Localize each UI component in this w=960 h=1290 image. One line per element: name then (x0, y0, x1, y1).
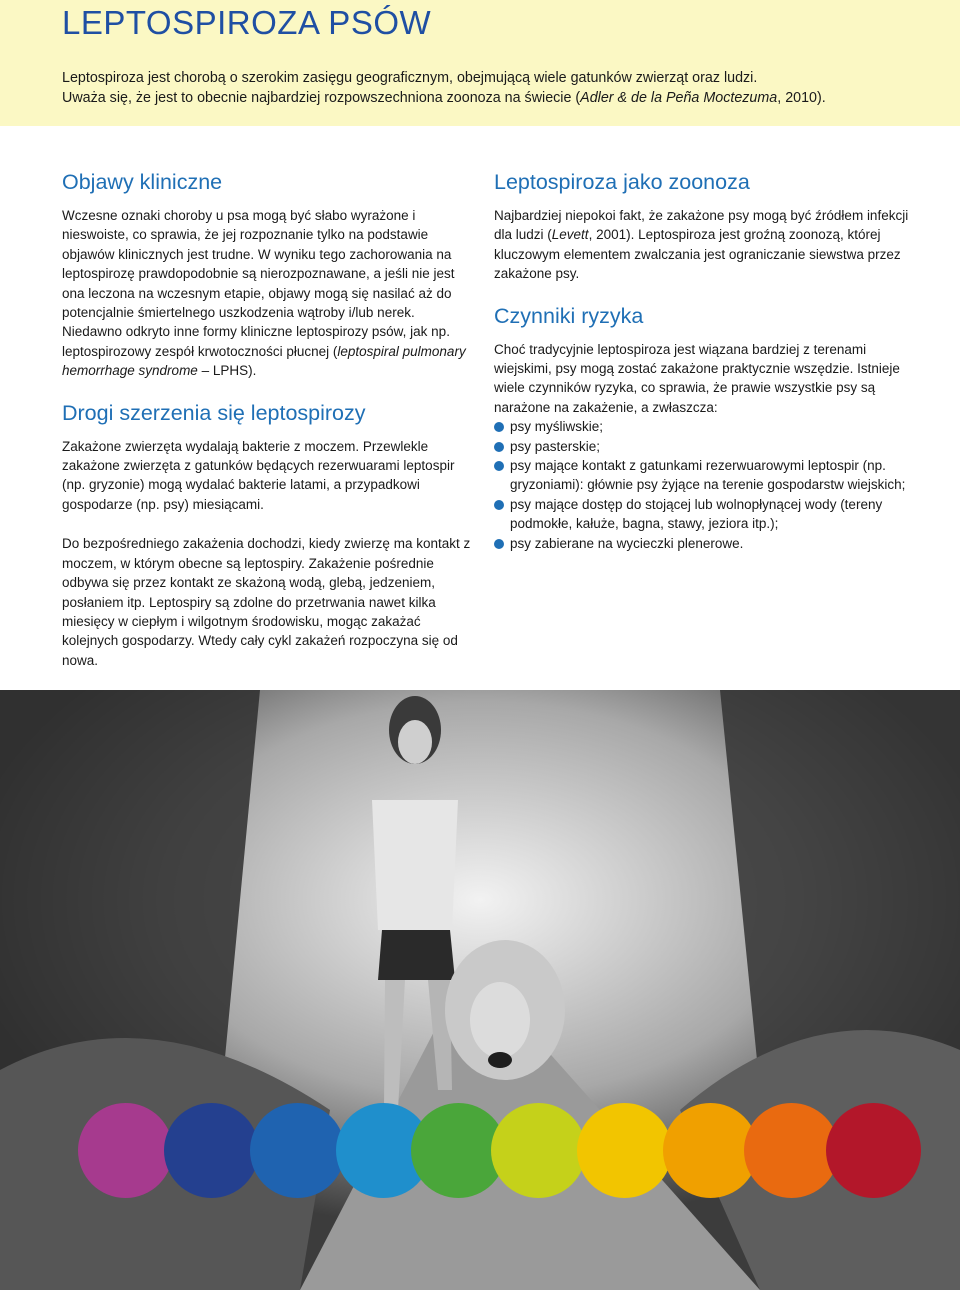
page-title: LEPTOSPIROZA PSÓW (62, 4, 432, 41)
bullet-icon (494, 422, 504, 432)
section-text-zoonoza: Najbardziej niepokoi fakt, że zakażone psy mogą być źródłem infekcji dla ludzi (Levett, 2001). Leptospiroza jest groźną zoonozą, której kluczowym elementem zwalczania jest ograniczanie siewstwa przez zakażone psy. (494, 208, 909, 282)
section-text-czynniki: Choć tradycyjnie leptospiroza jest wiązana bardziej z terenami wiejskimi, psy mogą zostać zakażone praktycznie wszędzie. Istnieje wiele czynników ryzyka, co sprawia, że prawie wszystkie psy są narażone na zakażenie, a zwłaszcza: (494, 341, 900, 415)
bullet-icon (494, 442, 504, 452)
blue-dot (250, 1103, 345, 1198)
list-item: psy pasterskie; (494, 437, 914, 456)
section-text-drogi-2: Do bezpośredniego zakażenia dochodzi, kiedy zwierzę ma kontakt z moczem, w którym obecne są leptospiry. Zakażenie pośrednie odbywa się przez kontakt ze skażoną wodą, glebą, jedzeniem, posłaniem itp. Leptospiry są zdolne do przetrwania nawet kilka miesięcy w ciepłym i wilgotnym środowisku, mogąc zakażać kolejnych gospodarzy. Wtedy cały cykl zakażeń rozpoczyna się od nowa. (62, 536, 471, 668)
red-dot (826, 1103, 921, 1198)
list-item: psy zabierane na wycieczki plenerowe. (494, 534, 914, 553)
section-text-objawy: Wczesne oznaki choroby u psa mogą być słabo wyrażone i nieswoiste, co sprawia, że jej rozpoznanie tylko na podstawie objawów klinicznych jest trudne. W wyniku tego zachorowania na leptospirozę prawdopodobnie są nierozpoznawane, a jeśli nie jest ona leczona na wczesnym etapie, objawy mogą się nasilać aż do potencjalnie śmiertelnego uszkodzenia wątroby i/lub nerek. Niedawno odkryto inne formy kliniczne leptospirozy psów, jak np. leptospirozowy zespół krwotoczności płucnej (leptospiral pulmonary hemorrhage syndrome – LPHS). (62, 208, 466, 379)
intro-text (62, 68, 942, 108)
right-column (494, 170, 914, 553)
bullet-icon (494, 539, 504, 549)
list-item: psy myśliwskie; (494, 417, 914, 436)
intro-line-1: Leptospiroza jest chorobą o szerokim zasięgu geograficznym, obejmującą wiele gatunków zwierząt oraz ludzi. (62, 70, 758, 86)
dark-orange-dot (744, 1103, 839, 1198)
bullet-icon (494, 500, 504, 510)
section-title-objawy: Objawy kliniczne (62, 170, 223, 194)
section-title-czynniki: Czynniki ryzyka (494, 303, 644, 328)
section-title-drogi: Drogi szerzenia się leptospirozy (62, 400, 366, 425)
section-title-zoonoza: Leptospiroza jako zoonoza (494, 170, 750, 194)
yellow-dot (577, 1103, 672, 1198)
purple-dot (78, 1103, 173, 1198)
color-dots-row (0, 1085, 960, 1290)
list-item: psy mające kontakt z gatunkami rezerwuarowymi leptospir (np. gryzoniami): głównie psy żyjące na terenie gospodarstw wiejskich; (494, 456, 914, 495)
list-item: psy mające dostęp do stojącej lub wolnopłynącej wody (tereny podmokłe, kałuże, bagna, stawy, jeziora itp.); (494, 495, 914, 534)
intro-line-2: Uważa się, że jest to obecnie najbardziej rozpowszechniona zoonoza na świecie (Adler & de la Peña Moctezuma, 2010). (62, 90, 826, 106)
left-column (62, 170, 472, 670)
navy-dot (164, 1103, 259, 1198)
bullet-icon (494, 461, 504, 471)
risk-factor-list (494, 417, 914, 553)
section-text-drogi-1: Zakażone zwierzęta wydalają bakterie z moczem. Przewlekle zakażone zwierzęta z gatunków będących rezerwuarami leptospir (np. gryzonie) mogą wydalać bakterie latami, a przypadkowi gospodarze (np. psy) miesiącami. (62, 438, 455, 512)
lime-dot (491, 1103, 586, 1198)
citation: Adler & de la Peña Moctezuma (580, 90, 778, 106)
